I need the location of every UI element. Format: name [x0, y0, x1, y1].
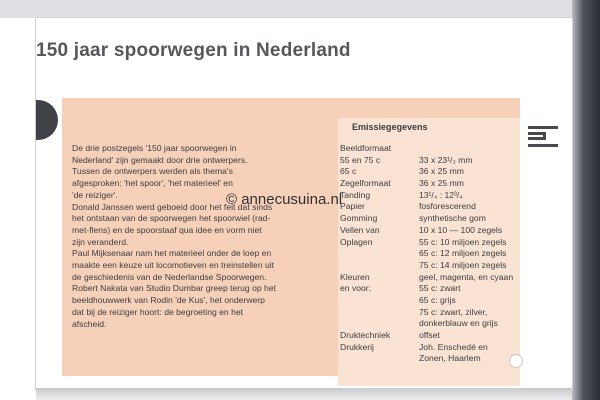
- spec-label: 65 c: [340, 166, 357, 177]
- spec-label: Zegelformaat: [340, 178, 391, 189]
- page-title: 150 jaar spoorwegen in Nederland: [36, 40, 351, 61]
- spec-label: Drukkerij: [340, 341, 374, 352]
- punch-hole-circle: [509, 354, 523, 368]
- spec-value: 10 x 10 — 100 zegels: [419, 224, 503, 235]
- album-right-edge: [572, 0, 600, 400]
- spec-value: 65 c: 12 miljoen zegels: [419, 248, 507, 259]
- spec-value: fosforescerend: [419, 201, 476, 212]
- intro-paragraph: De drie postzegels '150 jaar spoorwegen in Nederland' zijn gemaakt door drie ontwerpers. Tussen de ontwerpers werden als thema's afgesproken: 'het spoor', 'het materieel' en 'de reiziger'. Donald Janssen werd geboeid door het feit dat sinds het ontstaan van de spoorwegen het spoorwiel (rad- met-flens) en de spoorstaaf qua idee en vorm niet zijn veranderd. Paul Mijksenaar nam het materieel onder de loep en maakte een keuze uit locomotieven en treinstellen uit de geschiedenis van de Nederlandse Spoorwegen. Robert Nakata van Studio Dumbar greep terug op het beeldhouwwerk van Rodin 'de Kus', het onderwerp dat bij de reiziger hoort: de begroeting en het afscheid.: [72, 143, 276, 329]
- specs-heading: Emissiegegevens: [352, 122, 428, 132]
- spec-label: Papier: [340, 201, 365, 212]
- watermark: © annecusuina.nl: [226, 191, 343, 208]
- spec-label: Gomming: [340, 213, 378, 224]
- spec-value: 55 c: zwart: [419, 283, 461, 294]
- spec-label: en voor:: [340, 283, 372, 294]
- spec-label: 55 en 75 c: [340, 154, 381, 165]
- spec-label: Tanding: [340, 189, 371, 200]
- spec-value: Zonen, Haarlem: [419, 353, 481, 364]
- spec-value: Joh. Enschedé en: [419, 341, 488, 352]
- bracket-graphic: [528, 126, 558, 150]
- spec-value: 75 c: zwart, zilver,: [419, 306, 488, 317]
- card-bottom-shadow: [36, 388, 572, 400]
- spec-value: 65 c: grijs: [419, 294, 456, 305]
- album-top-edge: [0, 0, 600, 18]
- spec-label: Beeldformaat: [340, 143, 392, 153]
- spec-label: Vellen van: [340, 224, 380, 235]
- spec-value: 36 x 25 mm: [419, 166, 464, 177]
- spec-value: 75 c: 14 miljoen zegels: [419, 259, 507, 270]
- spec-value: 36 x 25 mm: [419, 178, 464, 189]
- spec-value: 13¹/₄ : 12³/₄: [419, 189, 463, 200]
- spec-value: 33 x 23¹/₂ mm: [419, 154, 473, 165]
- spec-value: 55 c: 10 miljoen zegels: [419, 236, 507, 247]
- spec-label: Druktechniek: [340, 330, 391, 340]
- spec-value: donkerblauw en grijs: [419, 318, 498, 329]
- spec-label: Oplagen: [340, 236, 373, 247]
- spec-label: Kleuren: [340, 271, 370, 282]
- spec-value: geel, magenta, en cyaan: [419, 271, 514, 282]
- spec-value: offset: [419, 330, 440, 340]
- spec-value: synthetische gom: [419, 213, 486, 224]
